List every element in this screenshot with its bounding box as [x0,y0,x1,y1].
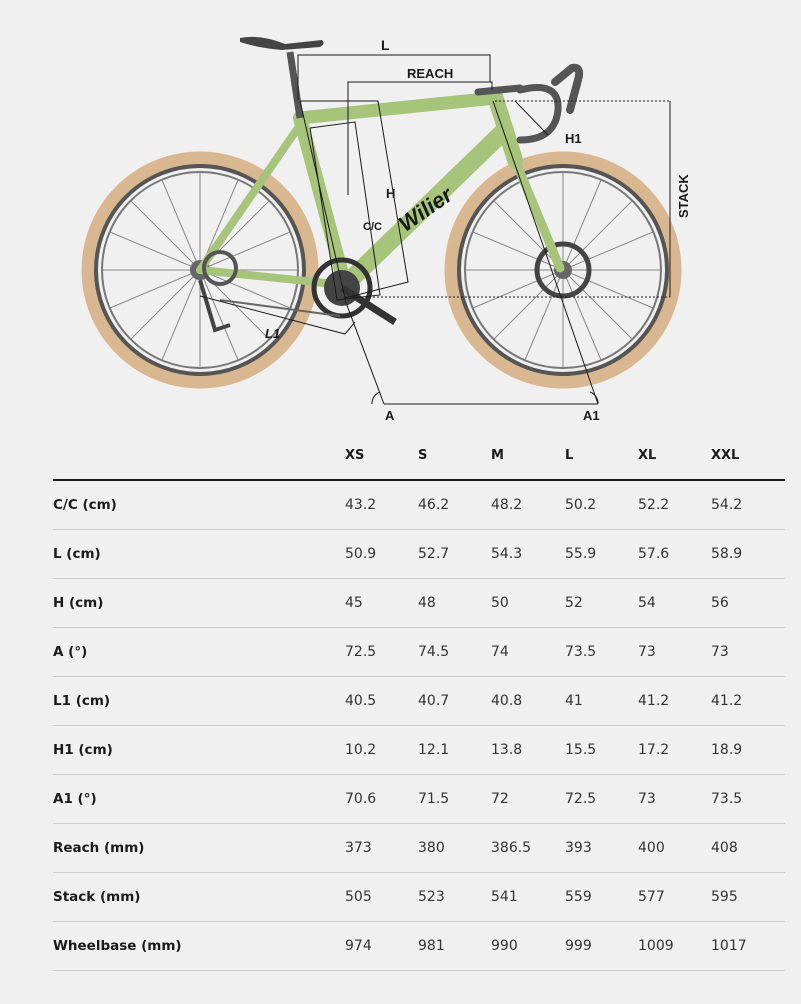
cell-value: 400 [638,824,711,873]
cell-value: 373 [345,824,418,873]
cell-value: 541 [491,873,565,922]
table-row [53,922,785,971]
table-row [53,628,785,677]
cell-value: 54.2 [711,480,785,530]
cell-value: 1017 [711,922,785,971]
table-row [53,873,785,922]
cell-value: 559 [565,873,638,922]
cell-value: 73 [711,628,785,677]
cell-value: 15.5 [565,726,638,775]
cell-value: 999 [565,922,638,971]
cell-value: 12.1 [418,726,491,775]
cell-value: 523 [418,873,491,922]
cell-value: 72.5 [345,628,418,677]
cell-value: 46.2 [418,480,491,530]
size-header: M [491,432,565,480]
cell-value: 70.6 [345,775,418,824]
cell-value: 40.5 [345,677,418,726]
cell-value: 41.2 [638,677,711,726]
cell-value: 40.8 [491,677,565,726]
cell-value: 974 [345,922,418,971]
cell-value: 380 [418,824,491,873]
row-label: A (°) [53,628,345,677]
cell-value: 54.3 [491,530,565,579]
cell-value: 72 [491,775,565,824]
row-label: L1 (cm) [53,677,345,726]
row-label: L (cm) [53,530,345,579]
cell-value: 18.9 [711,726,785,775]
label-cc: C/C [363,221,382,233]
cell-value: 577 [638,873,711,922]
cell-value: 1009 [638,922,711,971]
size-header: L [565,432,638,480]
cell-value: 52.2 [638,480,711,530]
geometry-table [53,432,785,971]
cell-value: 48 [418,579,491,628]
cell-value: 386.5 [491,824,565,873]
cell-value: 56 [711,579,785,628]
row-label: A1 (°) [53,775,345,824]
table-row [53,480,785,530]
size-header: XXL [711,432,785,480]
row-label: H1 (cm) [53,726,345,775]
cell-value: 41.2 [711,677,785,726]
table-header-row [53,432,785,480]
cell-value: 981 [418,922,491,971]
cell-value: 505 [345,873,418,922]
cell-value: 58.9 [711,530,785,579]
cell-value: 41 [565,677,638,726]
cell-value: 17.2 [638,726,711,775]
row-label: Reach (mm) [53,824,345,873]
cell-value: 55.9 [565,530,638,579]
cell-value: 408 [711,824,785,873]
brand-logo: Wilier [393,181,458,237]
label-l1: L1 [265,326,281,341]
row-label: Wheelbase (mm) [53,922,345,971]
header-blank [53,432,345,480]
table-row [53,530,785,579]
cell-value: 50.2 [565,480,638,530]
cell-value: 73 [638,628,711,677]
table-row [53,824,785,873]
cell-value: 73.5 [711,775,785,824]
cell-value: 52.7 [418,530,491,579]
row-label: C/C (cm) [53,480,345,530]
cell-value: 73.5 [565,628,638,677]
cell-value: 50 [491,579,565,628]
cell-value: 52 [565,579,638,628]
cell-value: 74.5 [418,628,491,677]
cell-value: 595 [711,873,785,922]
table-row [53,726,785,775]
cell-value: 57.6 [638,530,711,579]
cell-value: 72.5 [565,775,638,824]
cell-value: 71.5 [418,775,491,824]
cell-value: 393 [565,824,638,873]
table-row [53,677,785,726]
size-header: XS [345,432,418,480]
label-a: A [385,408,395,423]
table-row [53,775,785,824]
saddle [240,37,324,118]
label-h1: H1 [565,131,582,146]
table-row [53,579,785,628]
cell-value: 45 [345,579,418,628]
cell-value: 48.2 [491,480,565,530]
size-header: XL [638,432,711,480]
size-header: S [418,432,491,480]
cell-value: 990 [491,922,565,971]
label-stack: STACK [676,174,691,218]
row-label: H (cm) [53,579,345,628]
row-label: Stack (mm) [53,873,345,922]
cell-value: 40.7 [418,677,491,726]
cell-value: 54 [638,579,711,628]
label-a1: A1 [583,408,600,423]
cell-value: 10.2 [345,726,418,775]
label-reach: REACH [407,66,454,81]
label-l: L [381,37,390,53]
cell-value: 13.8 [491,726,565,775]
cell-value: 74 [491,628,565,677]
cell-value: 73 [638,775,711,824]
bike-geometry-diagram [0,0,801,430]
cell-value: 43.2 [345,480,418,530]
cell-value: 50.9 [345,530,418,579]
label-h: H [386,186,396,201]
